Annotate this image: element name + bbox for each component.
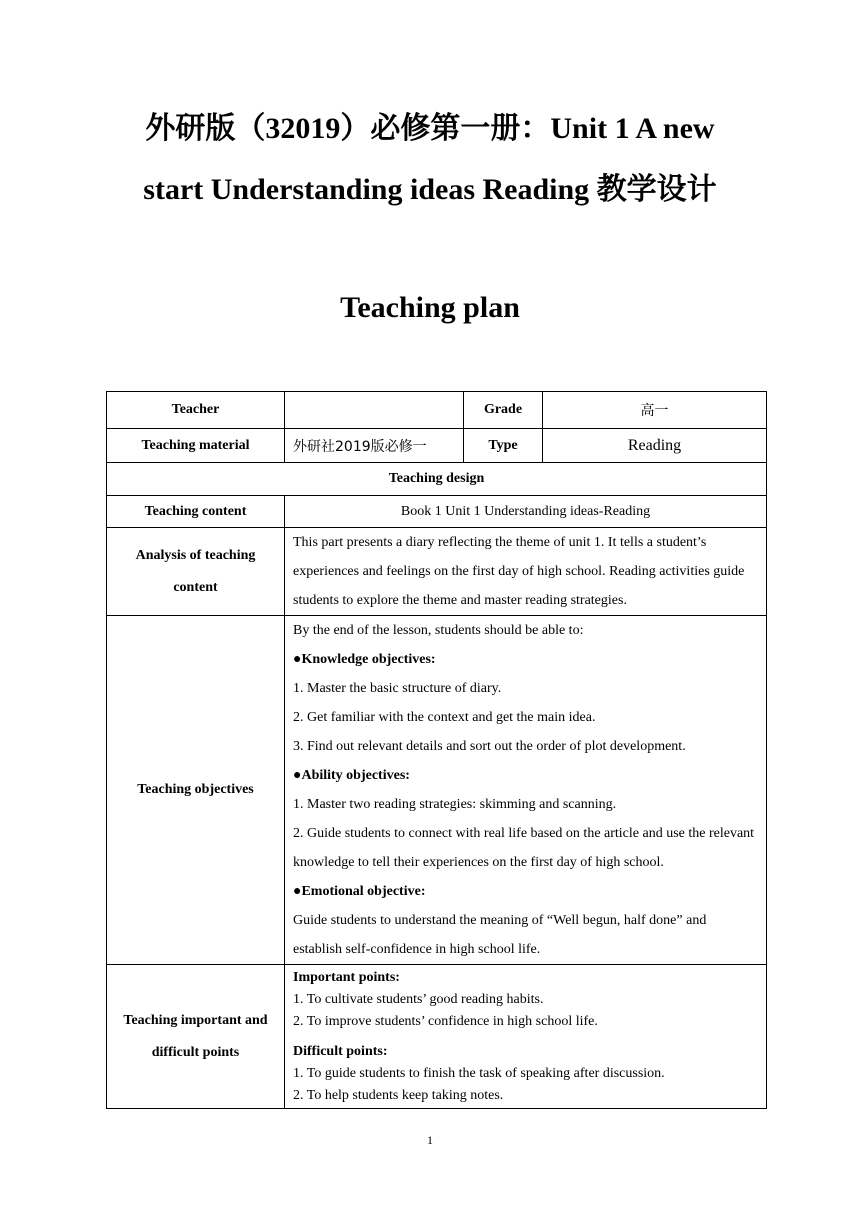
objective-line: 3. Find out relevant details and sort out the order of plot development. <box>293 739 686 754</box>
teacher-value <box>285 392 464 429</box>
row-teacher <box>107 392 767 429</box>
row-material <box>107 429 767 463</box>
analysis-value: This part presents a diary reflecting the theme of unit 1. It tells a student’s experiences and feelings on the first day of high school. Reading activities guide students to explore the theme and master reading strategies. <box>285 528 767 616</box>
row-content <box>107 496 767 528</box>
document-title: 外研版（32019）必修第一册：Unit 1 A new start Understanding ideas Reading 教学设计 <box>143 112 717 206</box>
analysis-label: Analysis of teaching content <box>107 528 285 616</box>
content-value: Book 1 Unit 1 Understanding ideas-Reading <box>285 496 767 528</box>
objective-line: Guide students to understand the meaning of “Well begun, half done” and establish self-confidence in high school life. <box>293 913 707 957</box>
material-label: Teaching material <box>107 429 285 463</box>
important-point: 2. To improve students’ confidence in high school life. <box>293 1013 598 1029</box>
objective-line: 1. Master two reading strategies: skimming and scanning. <box>293 797 617 812</box>
difficult-points-heading: Difficult points: <box>293 1043 388 1059</box>
objectives-label: Teaching objectives <box>107 616 285 965</box>
important-point: 1. To cultivate students’ good reading habits. <box>293 991 544 1007</box>
objective-heading: ●Ability objectives: <box>293 768 410 783</box>
document-subtitle: Teaching plan <box>340 291 520 324</box>
objective-line: By the end of the lesson, students should be able to: <box>293 623 584 638</box>
grade-value: 高一 <box>543 392 767 429</box>
objectives-value <box>285 616 767 965</box>
type-label: Type <box>464 429 543 463</box>
objective-heading: ●Knowledge objectives: <box>293 652 436 667</box>
objective-heading: ●Emotional objective: <box>293 884 426 899</box>
objective-line: 2. Get familiar with the context and get the main idea. <box>293 710 596 725</box>
difficult-point: 2. To help students keep taking notes. <box>293 1087 504 1103</box>
page-number: 1 <box>427 1133 433 1147</box>
objective-line: 2. Guide students to connect with real life based on the article and use the relevant knowledge to tell their experiences on the first day of high school. <box>293 826 755 870</box>
row-analysis <box>107 528 767 616</box>
objective-line: 1. Master the basic structure of diary. <box>293 681 502 696</box>
points-value <box>285 965 767 1109</box>
difficult-point: 1. To guide students to finish the task of speaking after discussion. <box>293 1065 665 1081</box>
points-label: Teaching important and difficult points <box>107 965 285 1109</box>
row-objectives <box>107 616 767 965</box>
row-design-header <box>107 463 767 496</box>
content-label: Teaching content <box>107 496 285 528</box>
grade-label: Grade <box>464 392 543 429</box>
material-value: 外研社2019版必修一 <box>285 429 464 463</box>
row-points <box>107 965 767 1109</box>
type-value: Reading <box>543 429 767 463</box>
teaching-plan-table <box>106 391 767 1109</box>
teaching-design-header: Teaching design <box>107 463 767 496</box>
teacher-label: Teacher <box>107 392 285 429</box>
important-points-heading: Important points: <box>293 969 400 985</box>
